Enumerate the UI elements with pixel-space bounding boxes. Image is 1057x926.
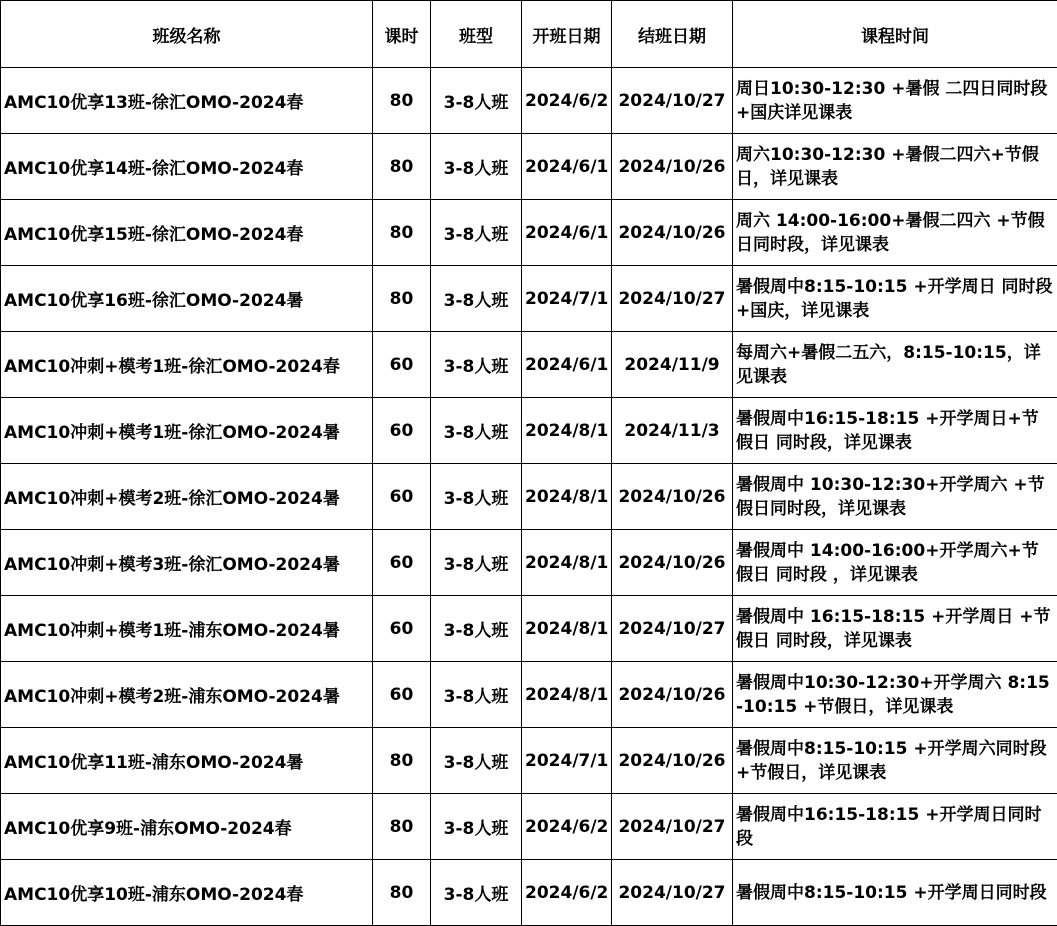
cell-class-type: 3-8人班 (431, 728, 522, 794)
cell-schedule: 暑假周中 10:30-12:30+开学周六 +节假日同时段，详见课表 (733, 464, 1057, 530)
cell-class-type: 3-8人班 (431, 332, 522, 398)
cell-class-name: AMC10冲刺+模考1班-徐汇OMO-2024暑 (1, 398, 373, 464)
cell-class-name: AMC10优享9班-浦东OMO-2024春 (1, 794, 373, 860)
cell-start-date: 2024/6/1 (522, 200, 612, 266)
cell-hours: 60 (373, 596, 431, 662)
cell-hours: 80 (373, 794, 431, 860)
cell-start-date: 2024/7/1 (522, 266, 612, 332)
cell-class-name: AMC10冲刺+模考1班-徐汇OMO-2024春 (1, 332, 373, 398)
cell-schedule: 暑假周中8:15-10:15 +开学周日 同时段+国庆，详见课表 (733, 266, 1057, 332)
cell-hours: 60 (373, 662, 431, 728)
cell-class-type: 3-8人班 (431, 200, 522, 266)
table-row (1, 398, 1057, 464)
table-row (1, 860, 1057, 926)
table-row (1, 596, 1057, 662)
cell-end-date: 2024/10/26 (612, 134, 733, 200)
cell-hours: 60 (373, 398, 431, 464)
cell-end-date: 2024/10/27 (612, 860, 733, 926)
cell-start-date: 2024/8/1 (522, 398, 612, 464)
cell-hours: 80 (373, 728, 431, 794)
cell-end-date: 2024/10/26 (612, 464, 733, 530)
cell-class-type: 3-8人班 (431, 398, 522, 464)
cell-class-type: 3-8人班 (431, 68, 522, 134)
cell-class-name: AMC10冲刺+模考3班-徐汇OMO-2024暑 (1, 530, 373, 596)
cell-start-date: 2024/6/1 (522, 332, 612, 398)
header-end-date: 结班日期 (612, 1, 733, 68)
cell-class-type: 3-8人班 (431, 134, 522, 200)
cell-class-name: AMC10优享11班-浦东OMO-2024暑 (1, 728, 373, 794)
cell-hours: 60 (373, 530, 431, 596)
table-row (1, 332, 1057, 398)
header-class-type: 班型 (431, 1, 522, 68)
header-start-date: 开班日期 (522, 1, 612, 68)
cell-start-date: 2024/6/2 (522, 68, 612, 134)
table-row (1, 464, 1057, 530)
cell-end-date: 2024/10/26 (612, 728, 733, 794)
cell-class-type: 3-8人班 (431, 530, 522, 596)
cell-class-type: 3-8人班 (431, 464, 522, 530)
table-body (1, 68, 1057, 926)
cell-schedule: 周六10:30-12:30 +暑假二四六+节假日，详见课表 (733, 134, 1057, 200)
cell-start-date: 2024/7/1 (522, 728, 612, 794)
cell-end-date: 2024/10/27 (612, 266, 733, 332)
cell-end-date: 2024/10/27 (612, 68, 733, 134)
header-class-name: 班级名称 (1, 1, 373, 68)
cell-schedule: 暑假周中 16:15-18:15 +开学周日 +节假日 同时段，详见课表 (733, 596, 1057, 662)
cell-class-name: AMC10优享13班-徐汇OMO-2024春 (1, 68, 373, 134)
cell-start-date: 2024/8/1 (522, 464, 612, 530)
cell-class-type: 3-8人班 (431, 794, 522, 860)
cell-hours: 80 (373, 266, 431, 332)
cell-start-date: 2024/8/1 (522, 662, 612, 728)
cell-class-name: AMC10优享10班-浦东OMO-2024春 (1, 860, 373, 926)
cell-schedule: 暑假周中16:15-18:15 +开学周日同时段 (733, 794, 1057, 860)
cell-hours: 80 (373, 200, 431, 266)
cell-class-name: AMC10优享16班-徐汇OMO-2024暑 (1, 266, 373, 332)
cell-schedule: 暑假周中8:15-10:15 +开学周日同时段 (733, 860, 1057, 926)
cell-schedule: 周六 14:00-16:00+暑假二四六 +节假日同时段，详见课表 (733, 200, 1057, 266)
table-row (1, 266, 1057, 332)
table-row (1, 68, 1057, 134)
cell-class-name: AMC10冲刺+模考2班-徐汇OMO-2024暑 (1, 464, 373, 530)
table-row (1, 134, 1057, 200)
cell-hours: 80 (373, 68, 431, 134)
cell-schedule: 每周六+暑假二五六，8:15-10:15，详见课表 (733, 332, 1057, 398)
cell-end-date: 2024/10/27 (612, 794, 733, 860)
table-row (1, 728, 1057, 794)
cell-hours: 80 (373, 860, 431, 926)
cell-end-date: 2024/10/26 (612, 530, 733, 596)
table-row (1, 794, 1057, 860)
cell-class-type: 3-8人班 (431, 860, 522, 926)
header-hours: 课时 (373, 1, 431, 68)
cell-class-name: AMC10优享15班-徐汇OMO-2024春 (1, 200, 373, 266)
cell-class-name: AMC10优享14班-徐汇OMO-2024春 (1, 134, 373, 200)
cell-hours: 60 (373, 332, 431, 398)
table-header (1, 1, 1057, 68)
table-row (1, 662, 1057, 728)
cell-class-name: AMC10冲刺+模考1班-浦东OMO-2024暑 (1, 596, 373, 662)
cell-end-date: 2024/10/27 (612, 596, 733, 662)
table-row (1, 200, 1057, 266)
cell-hours: 60 (373, 464, 431, 530)
cell-schedule: 周日10:30-12:30 +暑假 二四日同时段+国庆详见课表 (733, 68, 1057, 134)
cell-class-type: 3-8人班 (431, 596, 522, 662)
table-row (1, 530, 1057, 596)
cell-schedule: 暑假周中8:15-10:15 +开学周六同时段+节假日，详见课表 (733, 728, 1057, 794)
header-schedule: 课程时间 (733, 1, 1057, 68)
cell-schedule: 暑假周中16:15-18:15 +开学周日+节假日 同时段，详见课表 (733, 398, 1057, 464)
cell-hours: 80 (373, 134, 431, 200)
cell-end-date: 2024/10/26 (612, 200, 733, 266)
cell-class-name: AMC10冲刺+模考2班-浦东OMO-2024暑 (1, 662, 373, 728)
cell-class-type: 3-8人班 (431, 266, 522, 332)
cell-start-date: 2024/6/2 (522, 794, 612, 860)
cell-start-date: 2024/6/1 (522, 134, 612, 200)
cell-class-type: 3-8人班 (431, 662, 522, 728)
header-row (1, 1, 1057, 68)
cell-start-date: 2024/8/1 (522, 530, 612, 596)
cell-start-date: 2024/8/1 (522, 596, 612, 662)
cell-end-date: 2024/11/3 (612, 398, 733, 464)
cell-schedule: 暑假周中 14:00-16:00+开学周六+节假日 同时段 ，详见课表 (733, 530, 1057, 596)
cell-schedule: 暑假周中10:30-12:30+开学周六 8:15-10:15 +节假日，详见课表 (733, 662, 1057, 728)
cell-end-date: 2024/10/26 (612, 662, 733, 728)
cell-end-date: 2024/11/9 (612, 332, 733, 398)
cell-start-date: 2024/6/2 (522, 860, 612, 926)
